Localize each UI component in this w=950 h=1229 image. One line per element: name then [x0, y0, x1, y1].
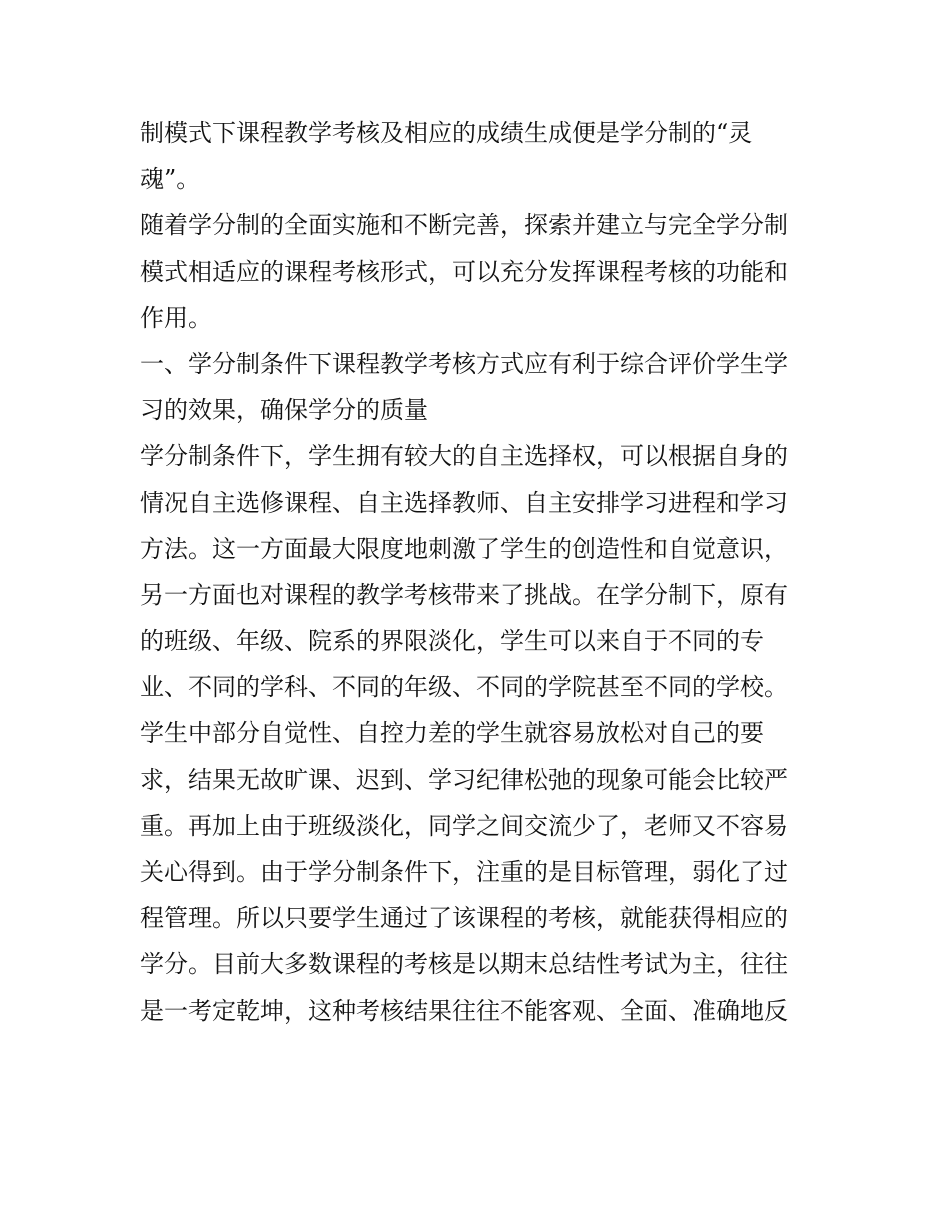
text-line: 模式相适应的课程考核形式，可以充分发挥课程考核的功能和 — [140, 257, 788, 286]
text-line: 程管理。所以只要学生通过了该课程的考核，就能获得相应的 — [140, 904, 788, 933]
text-line: 制模式下课程教学考核及相应的成绩生成便是学分制的“灵 — [140, 119, 753, 147]
section-heading-line: 习的效果，确保学分的质量 — [140, 396, 428, 425]
text-line: 求，结果无故旷课、迟到、学习纪律松弛的现象可能会比较严 — [140, 765, 788, 794]
text-line: 另一方面也对课程的教学考核带来了挑战。在学分制下，原有 — [140, 580, 788, 609]
text-line: 重。再加上由于班级淡化，同学之间交流少了，老师又不容易 — [140, 811, 788, 840]
text-line: 作用。 — [140, 303, 212, 332]
text-line: 情况自主选修课程、自主选择教师、自主安排学习进程和学习 — [140, 488, 788, 517]
text-line: 魂”。 — [140, 165, 201, 194]
body-text — [140, 110, 815, 1034]
text-line: 方法。这一方面最大限度地刺激了学生的创造性和自觉意识， — [140, 534, 788, 563]
text-line: 是一考定乾坤，这种考核结果往往不能客观、全面、准确地反 — [140, 996, 788, 1025]
text-line: 随着学分制的全面实施和不断完善，探索并建立与完全学分制 — [140, 211, 788, 240]
text-line: 业、不同的学科、不同的年级、不同的学院甚至不同的学校。 — [140, 673, 788, 702]
text-line: 学生中部分自觉性、自控力差的学生就容易放松对自己的要 — [140, 719, 764, 748]
section-heading-line: 一、学分制条件下课程教学考核方式应有利于综合评价学生学 — [140, 349, 788, 378]
text-line: 学分制条件下，学生拥有较大的自主选择权，可以根据自身的 — [140, 442, 788, 471]
text-line: 关心得到。由于学分制条件下，注重的是目标管理，弱化了过 — [140, 858, 788, 886]
text-line: 学分。目前大多数课程的考核是以期末总结性考试为主，往往 — [140, 950, 788, 979]
text-line: 的班级、年级、院系的界限淡化，学生可以来自于不同的专 — [140, 627, 764, 656]
